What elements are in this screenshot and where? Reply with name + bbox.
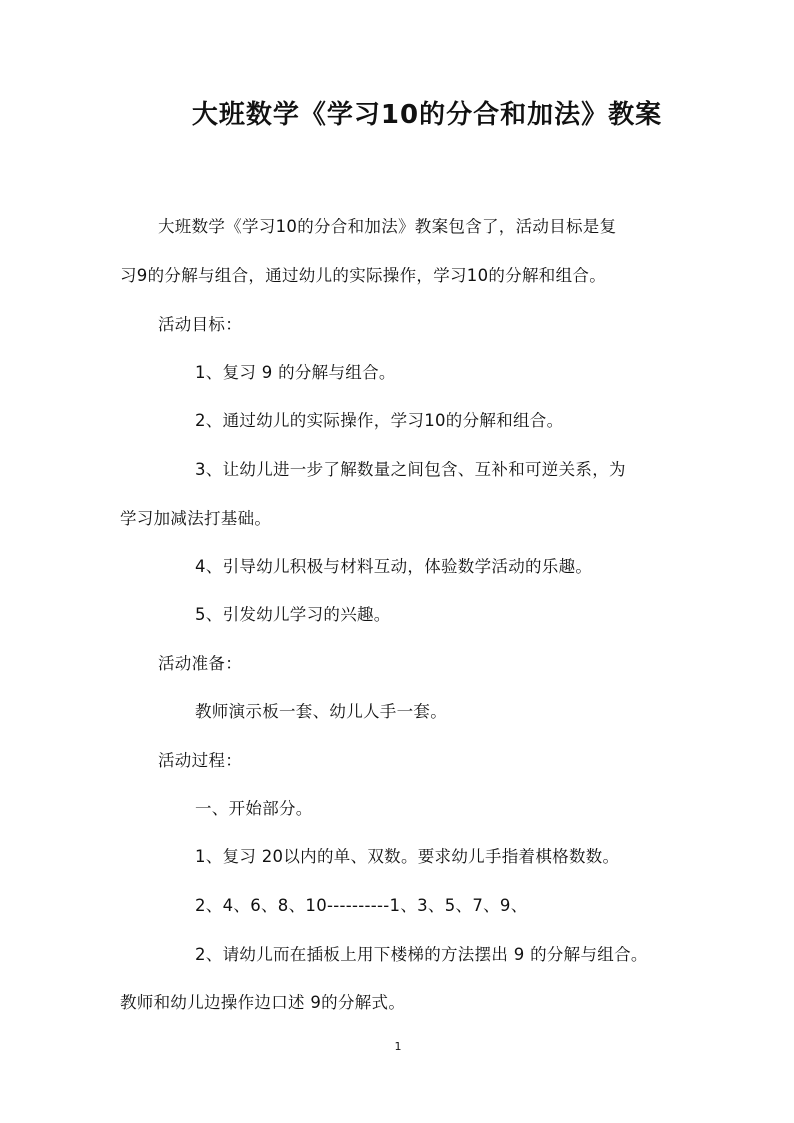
list-item: 1、复习 20以内的单、双数。要求幼儿手指着棋格数数。 xyxy=(195,847,620,866)
section-heading: 活动过程： xyxy=(158,751,242,770)
list-item-continuation: 教师和幼儿边操作边口述 9的分解式。 xyxy=(120,993,406,1012)
paragraph-line: 习9的分解与组合，通过幼儿的实际操作，学习10的分解和组合。 xyxy=(120,266,606,285)
section-heading: 活动准备： xyxy=(158,654,242,673)
list-item: 3、让幼儿进一步了解数量之间包含、互补和可逆关系，为 xyxy=(195,460,626,479)
list-item: 2、请幼儿而在插板上用下楼梯的方法摆出 9 的分解与组合。 xyxy=(195,945,648,964)
subsection-heading: 一、开始部分。 xyxy=(195,799,313,818)
list-item: 2、通过幼儿的实际操作，学习10的分解和组合。 xyxy=(195,411,564,430)
list-item-continuation: 学习加减法打基础。 xyxy=(120,509,272,528)
list-item: 2、4、6、8、10----------1、3、5、7、9、 xyxy=(195,896,528,915)
document-title: 大班数学《学习10的分合和加法》教案 xyxy=(191,100,663,130)
list-item: 4、引导幼儿积极与材料互动，体验数学活动的乐趣。 xyxy=(195,557,593,576)
list-item: 1、复习 9 的分解与组合。 xyxy=(195,363,396,382)
page-number: 1 xyxy=(394,1040,402,1053)
paragraph-line: 教师演示板一套、幼儿人手一套。 xyxy=(195,702,447,721)
section-heading: 活动目标： xyxy=(158,315,242,334)
paragraph-line: 大班数学《学习10的分合和加法》教案包含了，活动目标是复 xyxy=(158,217,617,236)
list-item: 5、引发幼儿学习的兴趣。 xyxy=(195,605,391,624)
